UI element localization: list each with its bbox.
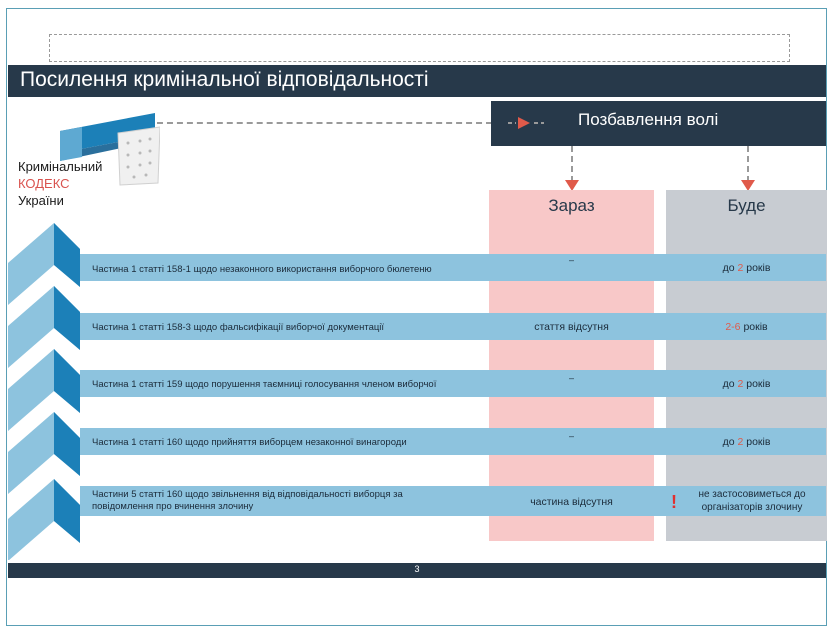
- row-now-value: –: [568, 373, 574, 383]
- row-future-value: до 2 років: [722, 436, 771, 448]
- page-number: 3: [414, 564, 420, 574]
- codex-line-3: України: [18, 193, 64, 208]
- row-article: Частина 1 статті 158-3 щодо фальсифікації виборчої документації: [92, 322, 385, 333]
- row-article: Частина 1 статті 158-1 щодо незаконного використання виборчого бюлетеню: [92, 264, 432, 275]
- connector-future: [747, 146, 749, 182]
- row-now-value: –: [568, 255, 574, 265]
- row-now-value: –: [568, 431, 574, 441]
- slide-title: Посилення кримінальної відповідальності: [20, 68, 429, 91]
- arrow-right-icon: [508, 115, 544, 131]
- punishment-label: Позбавлення волі: [578, 110, 719, 129]
- title-bar: [8, 65, 826, 97]
- footer-bar: [8, 563, 826, 578]
- row-article: Частина 1 статті 160 щодо прийняття виборцем незаконної винагороди: [92, 437, 407, 448]
- row-future-value: до 2 років: [722, 262, 771, 274]
- codex-line-1: Кримінальний: [18, 159, 103, 174]
- warning-icon: !: [671, 492, 677, 512]
- row-future-value: не застосовиметься до організаторів злочину: [698, 489, 806, 513]
- row-future-value: 2-6 років: [725, 321, 768, 333]
- row-article: Частина 1 статті 159 щодо порушення таємниці голосування членом виборчої: [92, 379, 437, 390]
- connector-now: [571, 146, 573, 182]
- row-article: Частини 5 статті 160 щодо звільнення від відповідальності виборця за повідомлення про вчинення злочину: [92, 489, 403, 512]
- column-now-header: Зараз: [548, 196, 595, 215]
- row-now-value: стаття відсутня: [534, 321, 609, 333]
- header-placeholder: [49, 34, 790, 62]
- codex-line-2: КОДЕКС: [18, 176, 70, 191]
- connector-dashed-line: [157, 122, 492, 124]
- row-future-value: до 2 років: [722, 378, 771, 390]
- row-now-value: частина відсутня: [530, 496, 613, 508]
- column-future-header: Буде: [727, 196, 766, 215]
